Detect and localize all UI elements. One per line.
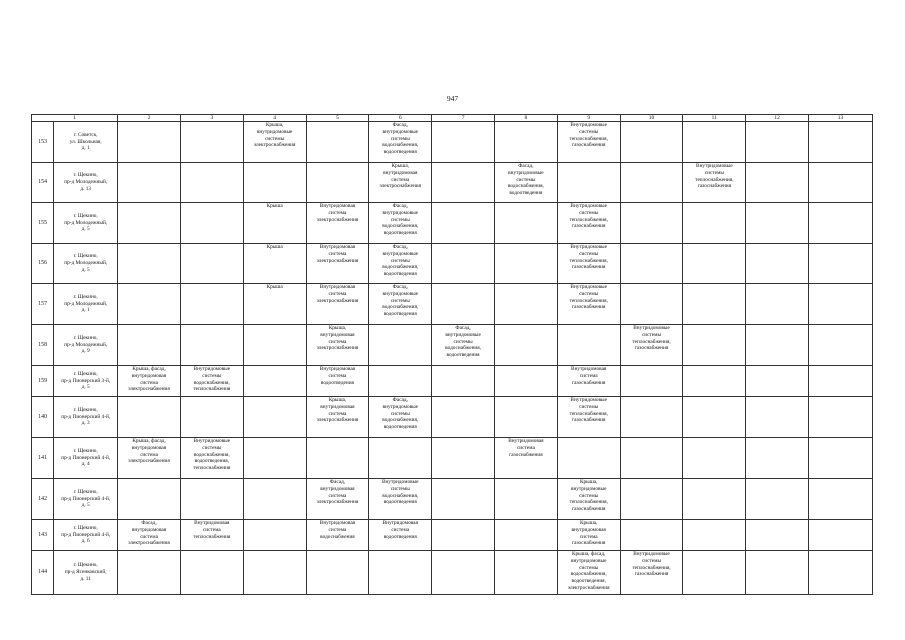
work-cell — [118, 244, 181, 284]
table-row — [32, 520, 873, 551]
work-cell — [683, 244, 746, 284]
work-cell — [620, 366, 683, 397]
address-cell: г. Щекино, пр-д Ясенковский, д. 11 — [54, 551, 118, 595]
table-row — [32, 244, 873, 284]
work-cell — [494, 284, 557, 325]
address-cell: г. Щекино, пр-д Пионерский 4-й, д. 5 — [54, 479, 118, 520]
work-cell: Внутридомовые системы теплоснабжения, газоснабжения — [683, 163, 746, 203]
work-cell — [432, 366, 495, 397]
row-number: 158 — [32, 325, 54, 366]
address-cell: г. Щекино, пр-д Молодежный, д. 13 — [54, 163, 118, 203]
work-cell — [809, 366, 873, 397]
work-cell — [494, 203, 557, 244]
work-cell — [683, 397, 746, 438]
address-cell: г. Щекино, пр-д Молодежный, д. 1 — [54, 284, 118, 325]
work-cell — [746, 284, 809, 325]
work-cell — [809, 284, 873, 325]
work-cell — [620, 479, 683, 520]
work-cell: Внутридомовая система электроснабжения — [306, 284, 369, 325]
work-cell — [369, 366, 432, 397]
address-cell: г. Щекино, пр-д Пионерский 3-й, д. 5 — [54, 366, 118, 397]
work-cell: Фасад, внутридомовые системы водоснабжения, водоотведения — [369, 284, 432, 325]
work-cell — [620, 520, 683, 551]
work-cell: Внутридомовая система газоснабжения — [557, 366, 620, 397]
work-cell: Внутридомовые системы теплоснабжения, газоснабжения — [557, 397, 620, 438]
column-header: 4 — [243, 115, 306, 122]
work-cell — [809, 438, 873, 479]
work-cell — [809, 397, 873, 438]
work-cell — [494, 122, 557, 163]
work-cell — [243, 325, 306, 366]
column-header: 11 — [683, 115, 746, 122]
work-cell — [746, 366, 809, 397]
work-cell — [494, 325, 557, 366]
column-header: 3 — [180, 115, 243, 122]
work-cell — [118, 397, 181, 438]
table-row — [32, 366, 873, 397]
table-row — [32, 284, 873, 325]
work-cell: Внутридомовые системы теплоснабжения, газоснабжения — [620, 325, 683, 366]
work-cell — [620, 163, 683, 203]
work-cell: Крыша, внутридомовая система электроснабжения — [369, 163, 432, 203]
work-cell — [494, 366, 557, 397]
work-cell: Фасад, внутридомовые системы водоснабжения, водоотведения — [432, 325, 495, 366]
work-cell: Внутридомовая система водоотведения — [369, 520, 432, 551]
table-row — [32, 397, 873, 438]
work-cell — [306, 551, 369, 595]
work-cell: Крыша, фасад, внутридомовая система электроснабжения — [118, 366, 181, 397]
table-row — [32, 203, 873, 244]
work-cell — [432, 520, 495, 551]
work-cell — [683, 366, 746, 397]
column-header: 12 — [746, 115, 809, 122]
work-cell — [118, 163, 181, 203]
address-cell: г. Щекино, пр-д Молодежный, д. 5 — [54, 203, 118, 244]
column-header: 13 — [809, 115, 873, 122]
work-cell: Фасад, внутридомовая система электроснабжения — [306, 479, 369, 520]
work-cell — [494, 397, 557, 438]
work-cell — [243, 551, 306, 595]
work-cell — [432, 203, 495, 244]
work-cell — [180, 551, 243, 595]
work-cell — [683, 551, 746, 595]
work-cell — [432, 122, 495, 163]
work-cell — [118, 325, 181, 366]
work-cell: Фасад, внутридомовая система электроснабжения — [118, 520, 181, 551]
row-number: 153 — [32, 122, 54, 163]
work-cell — [432, 163, 495, 203]
address-cell: г. Щекино, пр-д Пионерский 4-й, д. 6 — [54, 520, 118, 551]
work-cell — [494, 551, 557, 595]
work-cell — [243, 366, 306, 397]
column-header: 5 — [306, 115, 369, 122]
page-number: 947 — [446, 94, 459, 103]
work-cell — [369, 438, 432, 479]
work-cell — [746, 325, 809, 366]
work-cell — [306, 122, 369, 163]
address-cell: г. Щекино, пр-д Молодежный, д. 9 — [54, 325, 118, 366]
work-cell: Крыша, внутридомовые системы теплоснабжения, газоснабжения — [557, 479, 620, 520]
work-cell — [746, 397, 809, 438]
work-cell — [620, 284, 683, 325]
work-cell — [683, 479, 746, 520]
column-header: 9 — [557, 115, 620, 122]
work-cell — [306, 438, 369, 479]
work-cell — [809, 163, 873, 203]
table-row — [32, 551, 873, 595]
work-cell: Внутридомовая система водоснабжения — [306, 520, 369, 551]
address-cell: г. Советск, ул. Школьная, д. 1 — [54, 122, 118, 163]
work-cell — [180, 122, 243, 163]
work-cell: Внутридомовая система электроснабжения — [306, 203, 369, 244]
work-cell — [494, 244, 557, 284]
work-cell — [746, 163, 809, 203]
work-cell — [306, 163, 369, 203]
work-cell — [683, 325, 746, 366]
work-cell: Внутридомовые системы водоснабжения, теплоснабжения — [180, 366, 243, 397]
work-cell — [809, 122, 873, 163]
work-cell — [620, 122, 683, 163]
work-cell: Фасад, внутридомовые системы водоснабжения, водоотведения — [369, 203, 432, 244]
work-cell: Внутридомовые системы теплоснабжения, газоснабжения — [557, 244, 620, 284]
work-cell: Внутридомовые системы водоснабжения, водоотведения — [369, 479, 432, 520]
work-cell — [809, 520, 873, 551]
work-cell — [809, 479, 873, 520]
work-cell: Крыша, внутридомовая система электроснабжения — [306, 397, 369, 438]
work-cell — [180, 203, 243, 244]
column-header: 10 — [620, 115, 683, 122]
column-header: 2 — [118, 115, 181, 122]
work-cell — [809, 203, 873, 244]
address-cell: г. Щекино, пр-д Пионерский 4-й, д. 4 — [54, 438, 118, 479]
work-cell — [683, 438, 746, 479]
work-cell — [809, 244, 873, 284]
work-cell — [746, 551, 809, 595]
row-number: 156 — [32, 244, 54, 284]
row-number: 159 — [32, 366, 54, 397]
work-cell: Фасад, внутридомовые системы водоснабжения, водоотведения — [494, 163, 557, 203]
work-cell — [118, 122, 181, 163]
row-number: 144 — [32, 551, 54, 595]
work-cell: Внутридомовые системы теплоснабжения, газоснабжения — [620, 551, 683, 595]
work-cell: Внутридомовые системы теплоснабжения, газоснабжения — [557, 122, 620, 163]
work-cell — [243, 520, 306, 551]
work-cell — [243, 163, 306, 203]
work-cell — [369, 551, 432, 595]
row-number: 143 — [32, 520, 54, 551]
work-cell — [494, 520, 557, 551]
column-header: 6 — [369, 115, 432, 122]
work-cell — [180, 163, 243, 203]
column-header: 8 — [494, 115, 557, 122]
work-cell: Фасад, внутридомовые системы водоснабжения, водоотведения — [369, 397, 432, 438]
work-cell: Крыша — [243, 203, 306, 244]
work-cell — [180, 244, 243, 284]
work-cell — [180, 397, 243, 438]
work-cell — [809, 551, 873, 595]
work-cell — [746, 438, 809, 479]
row-number: 142 — [32, 479, 54, 520]
work-cell — [557, 438, 620, 479]
work-cell — [620, 397, 683, 438]
work-cell — [683, 122, 746, 163]
work-cell — [746, 122, 809, 163]
work-cell — [243, 438, 306, 479]
work-cell — [746, 479, 809, 520]
work-cell — [432, 244, 495, 284]
work-cell: Крыша, фасад, внутридомовые системы водоснабжения, водоотведения, электроснабжения — [557, 551, 620, 595]
work-cell: Крыша — [243, 244, 306, 284]
table-row — [32, 163, 873, 203]
work-cell — [620, 244, 683, 284]
work-cell: Фасад, внутридомовые системы водоснабжения, водоотведения — [369, 244, 432, 284]
work-cell: Внутридомовая система теплоснабжения — [180, 520, 243, 551]
row-number: 155 — [32, 203, 54, 244]
address-cell: г. Щекино, пр-д Молодежный, д. 5 — [54, 244, 118, 284]
work-cell — [746, 244, 809, 284]
work-cell — [746, 520, 809, 551]
work-cell: Крыша, фасад, внутридомовая система электроснабжения — [118, 438, 181, 479]
work-cell: Крыша, внутридомовая система газоснабжения — [557, 520, 620, 551]
work-cell — [432, 551, 495, 595]
table-row — [32, 122, 873, 163]
work-cell — [683, 284, 746, 325]
work-cell — [118, 551, 181, 595]
work-cell: Внутридомовая система водоотведения — [306, 366, 369, 397]
repair-plan-table — [31, 114, 873, 595]
work-cell — [620, 203, 683, 244]
work-cell — [243, 397, 306, 438]
table-row — [32, 325, 873, 366]
work-cell: Внутридомовые системы водоснабжения, водоотведения, теплоснабжения — [180, 438, 243, 479]
address-cell: г. Щекино, пр-д Пионерский 4-й, д. 3 — [54, 397, 118, 438]
work-cell: Внутридомовая система газоснабжения — [494, 438, 557, 479]
work-cell: Внутридомовые системы теплоснабжения, газоснабжения — [557, 203, 620, 244]
work-cell — [683, 203, 746, 244]
column-header: 1 — [32, 115, 118, 122]
work-cell — [180, 325, 243, 366]
work-cell: Крыша — [243, 284, 306, 325]
work-cell — [369, 325, 432, 366]
work-cell: Внутридомовые системы теплоснабжения, газоснабжения — [557, 284, 620, 325]
work-cell — [432, 479, 495, 520]
work-cell — [432, 284, 495, 325]
work-cell — [432, 397, 495, 438]
work-cell: Внутридомовая система электроснабжения — [306, 244, 369, 284]
work-cell: Фасад, внутридомовые системы водоснабжения, водоотведения — [369, 122, 432, 163]
row-number: 140 — [32, 397, 54, 438]
work-cell — [557, 325, 620, 366]
work-cell — [180, 284, 243, 325]
work-cell: Крыша, внутридомовая система электроснабжения — [306, 325, 369, 366]
work-cell: Крыша, внутридомовые системы электроснабжения — [243, 122, 306, 163]
row-number: 157 — [32, 284, 54, 325]
work-cell — [432, 438, 495, 479]
work-cell — [243, 479, 306, 520]
column-header: 7 — [432, 115, 495, 122]
table-row — [32, 479, 873, 520]
work-cell — [557, 163, 620, 203]
work-cell — [180, 479, 243, 520]
work-cell — [683, 520, 746, 551]
work-cell — [620, 438, 683, 479]
work-cell — [746, 203, 809, 244]
work-cell — [118, 203, 181, 244]
work-cell — [494, 479, 557, 520]
row-number: 154 — [32, 163, 54, 203]
work-cell — [118, 479, 181, 520]
work-cell — [809, 325, 873, 366]
work-cell — [118, 284, 181, 325]
table-header-row — [32, 115, 873, 122]
row-number: 141 — [32, 438, 54, 479]
table-row — [32, 438, 873, 479]
